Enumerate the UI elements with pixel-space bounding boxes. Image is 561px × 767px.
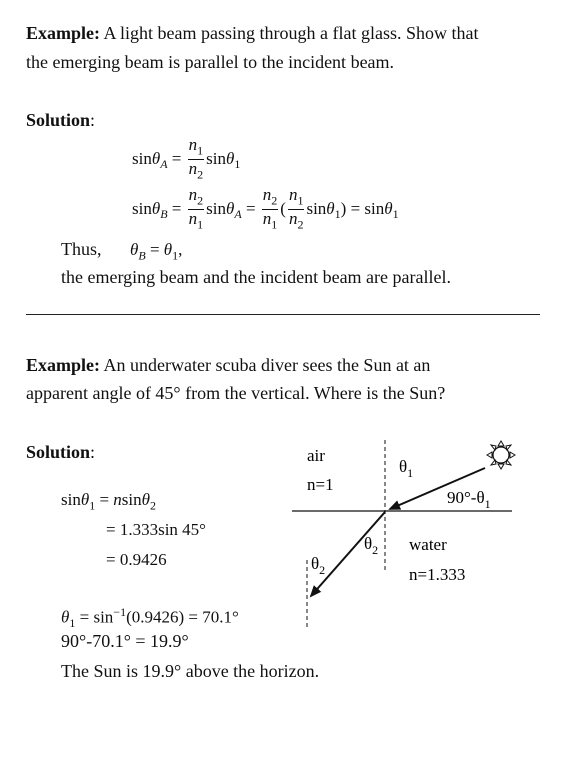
example1-text1: A light beam passing through a flat glass. Show that [103, 23, 479, 43]
example2-label: Example [26, 355, 95, 375]
equation-snell-a: sinθ$_A$ = $\frac{n_1}{n_2}$ sinθ$_1$ [132, 135, 241, 182]
example1-solution-label: Solution [26, 110, 91, 130]
arcsin-prefix: = sin [79, 607, 114, 627]
air-index: n=1 [307, 475, 334, 494]
example2-text1: An underwater scuba diver sees the Sun at an [103, 355, 431, 375]
thus-line: Thus, $\theta_B = \theta_1$, [61, 239, 183, 263]
equation-substitution: = 1.333sin 45° [106, 520, 206, 539]
theta1-label: $\theta_1$ [399, 457, 414, 480]
complement-result: 90°-70.1° = 19.9° [61, 631, 189, 651]
example2-line1: Example: An underwater scuba diver sees the Sun at an [26, 355, 431, 375]
water-label: water [409, 535, 447, 554]
example2-line2: apparent angle of 45° from the vertical. Where is the Sun? [26, 383, 446, 403]
example1-line1: Example: A light beam passing through a flat glass. Show that [26, 23, 479, 43]
example2-solution-label: Solution [26, 442, 91, 462]
example1-line2: the emerging beam is parallel to the incident beam. [26, 52, 395, 72]
example2-solution-heading: Solution: [26, 442, 96, 462]
complement-angle-label: $90^\circ-\theta_1$ [447, 488, 491, 511]
sun-icon [487, 441, 515, 469]
thus-label: Thus, [61, 239, 102, 259]
example1-label: Example [26, 23, 95, 43]
example1-conclusion: the emerging beam and the incident beam are parallel. [61, 267, 451, 287]
example2-answer: The Sun is 19.9° above the horizon. [61, 661, 320, 681]
equation-arcsin: $\theta_1 = \sin^{-1}(0.9426) = 70.1^\circ$ [61, 605, 239, 631]
example1-solution-heading: Solution: [26, 110, 96, 130]
equation-value: = 0.9426 [106, 550, 167, 569]
equation-snell-water: sinθ$_1$ = nsinθ$_2$ [61, 490, 156, 513]
air-label: air [307, 446, 325, 465]
arcsin-arg: (0.9426) = 70.1° [126, 607, 239, 627]
water-index: n=1.333 [409, 565, 466, 584]
equation-snell-b: sinθ$_B$ = $\frac{n_2}{n_1}$ sinθ$_A$ = $\frac{n_2}{n_1}$ ( $\frac{n_1}{n_2}$ sinθ$_1$) = sinθ$_1$ [132, 185, 399, 232]
theta2-label-outer: $\theta_2$ [311, 554, 326, 577]
theta2-label-inner: $\theta_2$ [364, 534, 379, 557]
